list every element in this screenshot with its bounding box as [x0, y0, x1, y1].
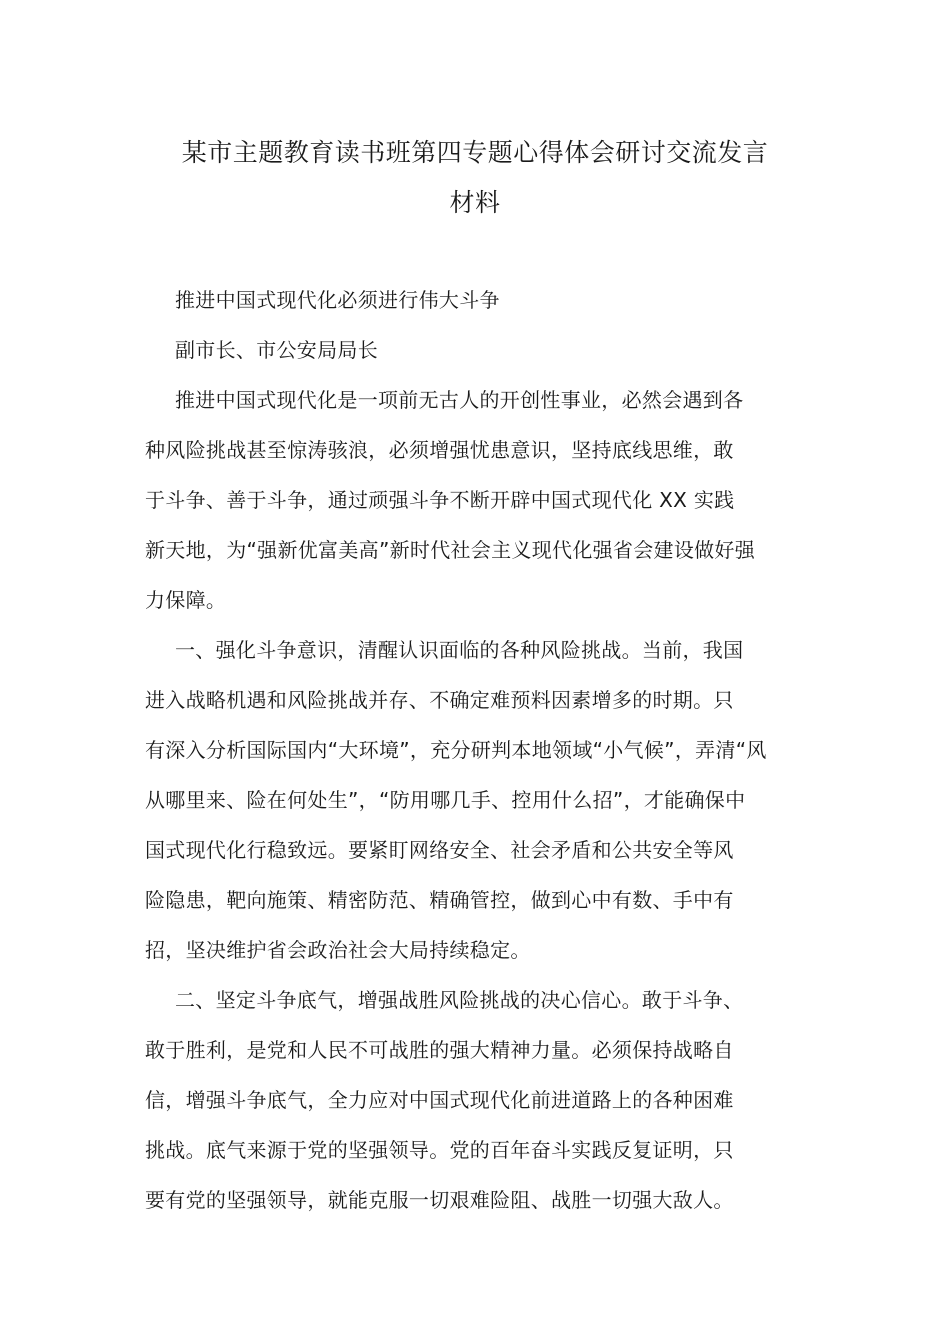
- paragraph-line: 有深入分析国际国内“大环境”，充分研判本地领域“小气候”，弄清“风: [145, 738, 767, 762]
- paragraph-section-2: [145, 975, 805, 1225]
- author-line: 副市长、市公安局局长: [175, 338, 378, 362]
- paragraph-intro: [145, 375, 805, 625]
- paragraph-line: 一、强化斗争意识，清醒认识面临的各种风险挑战。当前，我国: [175, 638, 744, 662]
- paragraph-line: 招，坚决维护省会政治社会大局持续稳定。: [145, 938, 531, 962]
- document-title: [145, 128, 805, 228]
- paragraph-line: 国式现代化行稳致远。要紧盯网络安全、社会矛盾和公共安全等风: [145, 838, 734, 862]
- paragraph-line: 敢于胜利，是党和人民不可战胜的强大精神力量。必须保持战略自: [145, 1038, 734, 1062]
- title-line-2: 材料: [449, 188, 501, 217]
- paragraph-line: 信，增强斗争底气，全力应对中国式现代化前进道路上的各种困难: [145, 1088, 734, 1112]
- paragraph-line: 险隐患，靶向施策、精密防范、精确管控，做到心中有数、手中有: [145, 888, 734, 912]
- title-line-1: 某市主题教育读书班第四专题心得体会研讨交流发言: [181, 138, 769, 167]
- paragraph-line: 要有党的坚强领导，就能克服一切艰难险阻、战胜一切强大敌人。: [145, 1188, 734, 1212]
- paragraph-line: 新天地，为“强新优富美高”新时代社会主义现代化强省会建设做好强: [145, 538, 756, 562]
- paragraph-section-1: [145, 625, 805, 975]
- subtitle: 推进中国式现代化必须进行伟大斗争: [175, 288, 500, 312]
- paragraph-line: 挑战。底气来源于党的坚强领导。党的百年奋斗实践反复证明，只: [145, 1138, 734, 1162]
- paragraph-line: 于斗争、善于斗争，通过顽强斗争不断开辟中国式现代化 XX 实践: [145, 488, 735, 512]
- paragraph-line: 二、坚定斗争底气，增强战胜风险挑战的决心信心。敢于斗争、: [175, 988, 744, 1012]
- paragraph-line: 种风险挑战甚至惊涛骇浪，必须增强忧患意识，坚持底线思维，敢: [145, 438, 734, 462]
- document-body: [145, 275, 805, 1225]
- paragraph-line: 从哪里来、险在何处生”，“防用哪几手、控用什么招”，才能确保中: [145, 788, 746, 812]
- paragraph-line: 力保障。: [145, 588, 227, 612]
- paragraph-line: 推进中国式现代化是一项前无古人的开创性事业，必然会遇到各: [175, 388, 744, 412]
- paragraph-line: 进入战略机遇和风险挑战并存、不确定难预料因素增多的时期。只: [145, 688, 734, 712]
